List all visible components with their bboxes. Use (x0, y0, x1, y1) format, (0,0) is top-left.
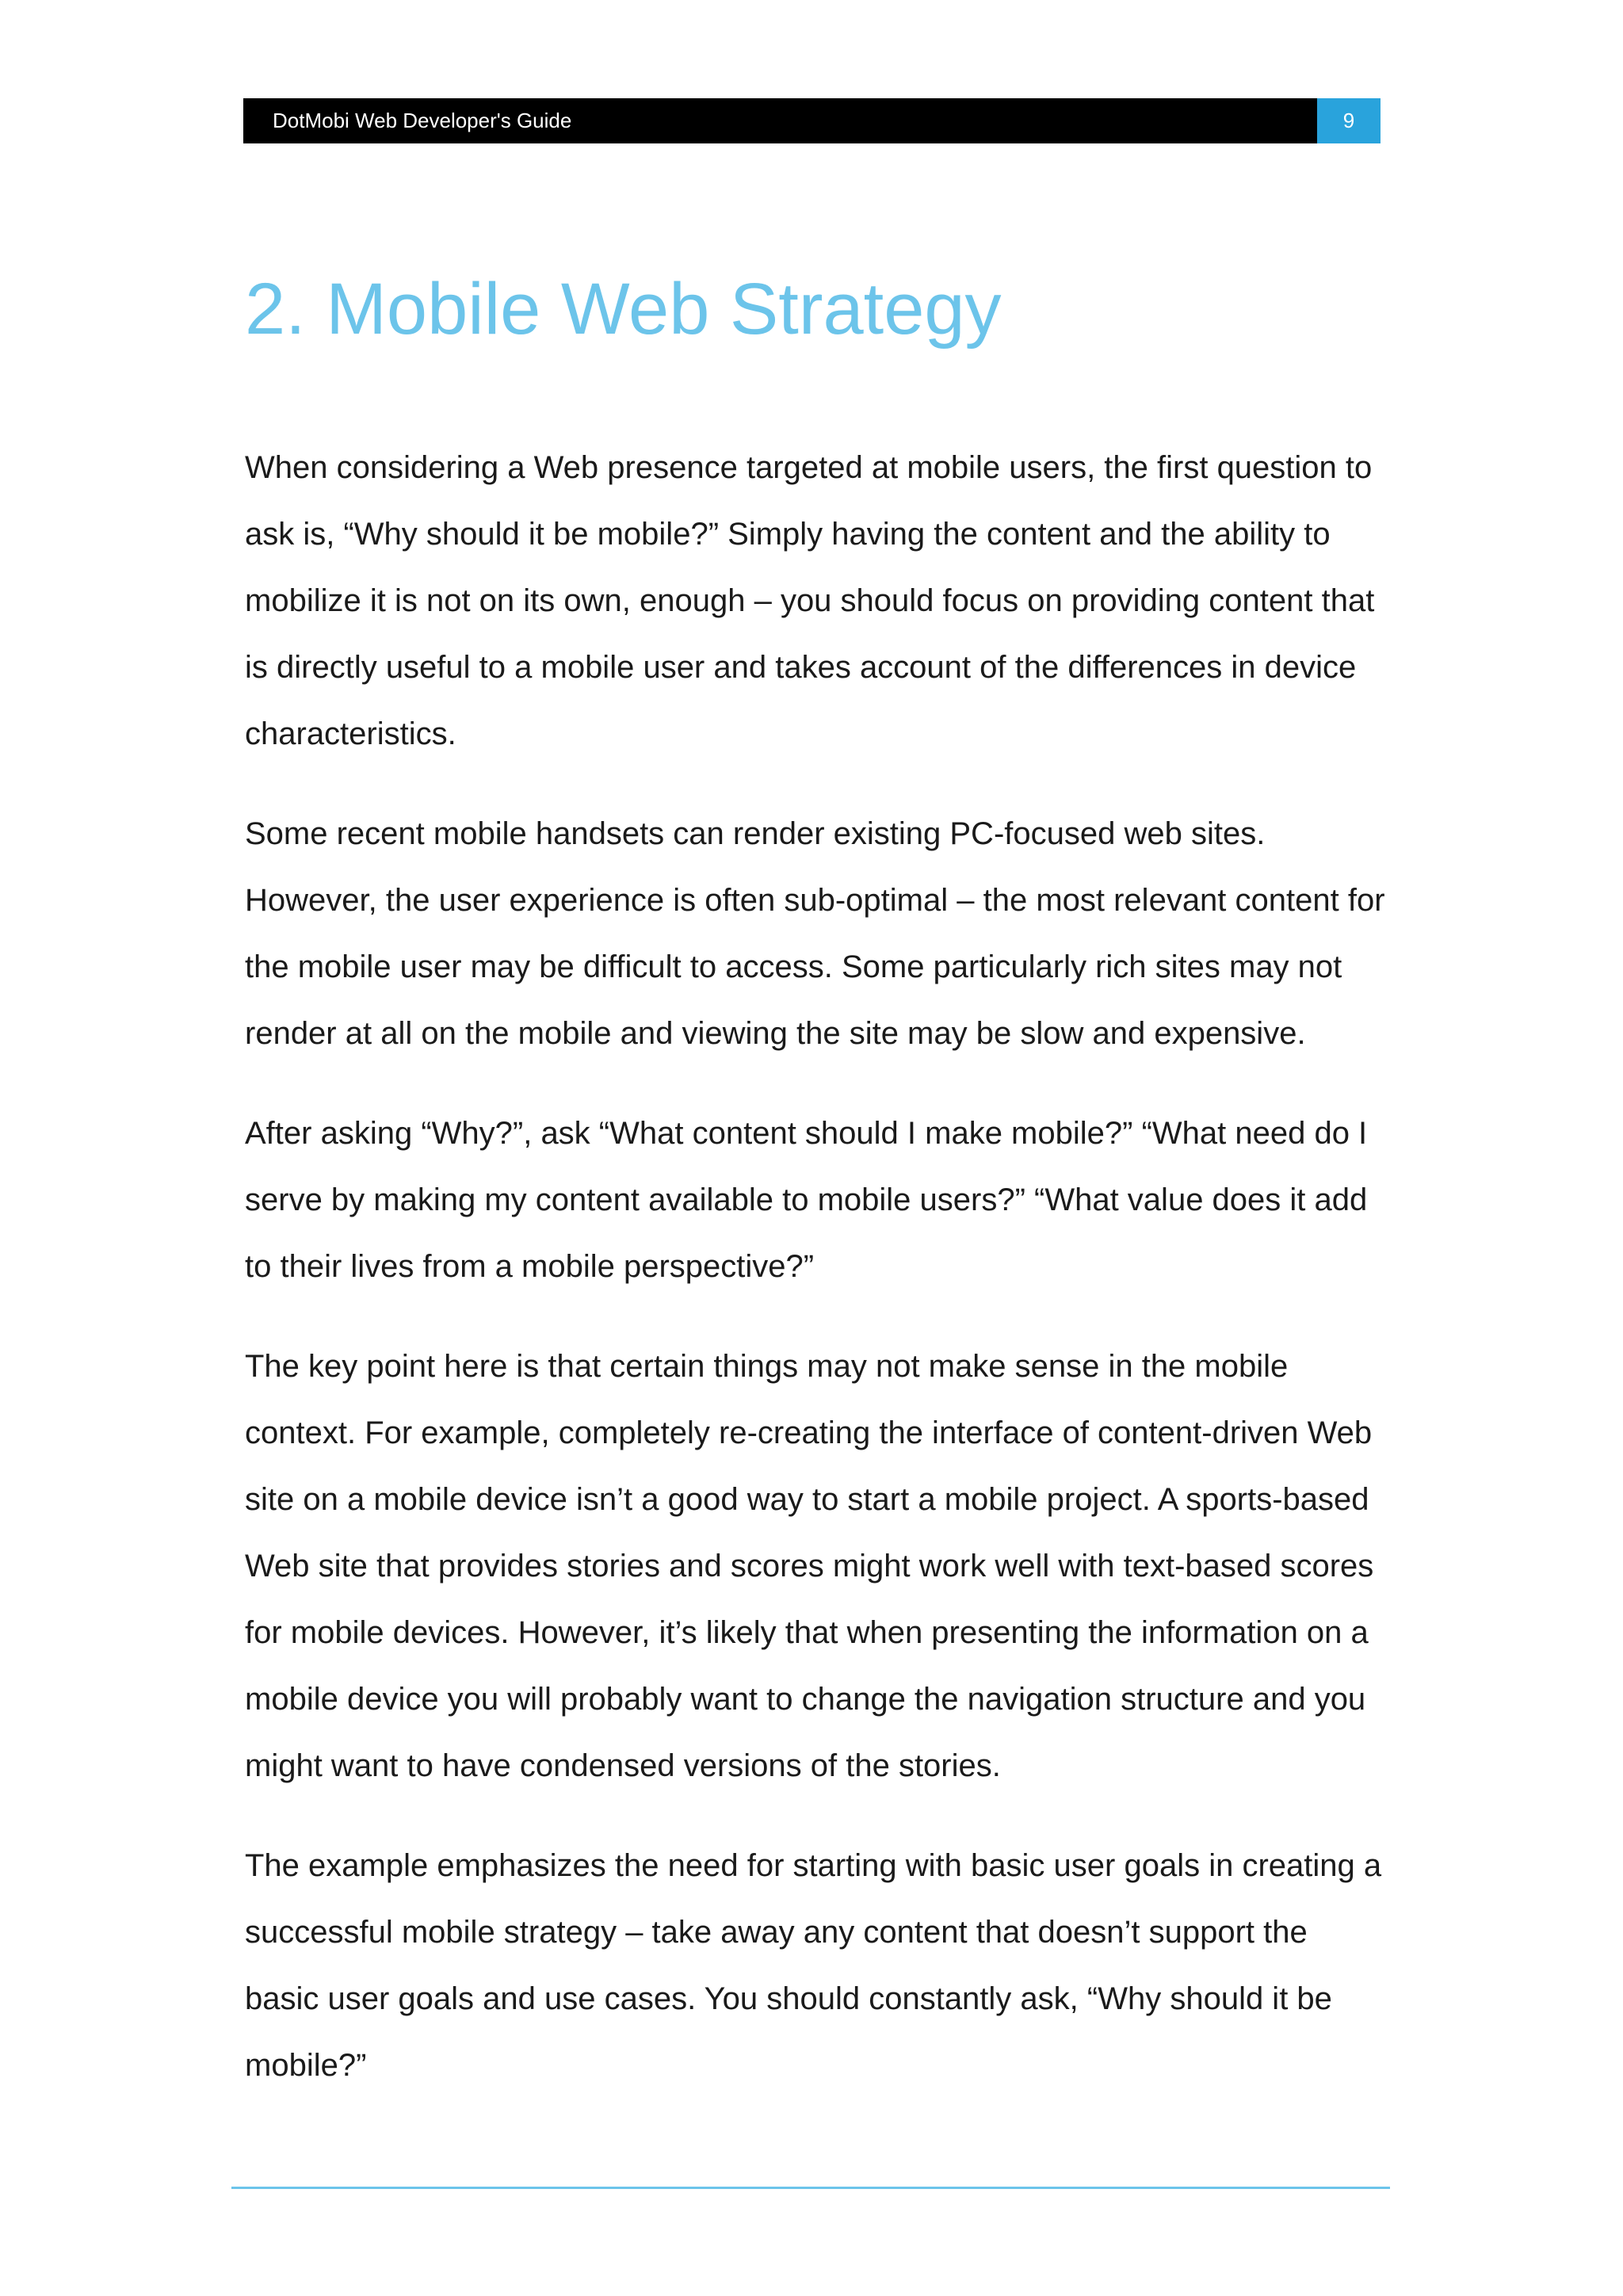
chapter-title: 2. Mobile Web Strategy (245, 269, 1002, 350)
page-number-badge: 9 (1317, 98, 1381, 143)
running-header-title: DotMobi Web Developer's Guide (273, 109, 572, 132)
paragraph: Some recent mobile handsets can render existing PC-focused web sites. However, the user experience is often sub-optimal – the most relevant content for the mobile user may be difficult to access. Some particularly rich sites may not render at all on the mobile and viewing the site may be slow and expensive. (245, 816, 1385, 1051)
paragraph: The key point here is that certain things may not make sense in the mobile context. For example, completely re-creating the interface of content-driven Web site on a mobile device isn’t a good way to start a mobile project. A sports-based Web site that provides stories and scores might work well with text-based scores for mobile devices. However, it’s likely that when presenting the information on a mobile device you will probably want to change the navigation structure and you might want to have condensed versions of the stories. (245, 1349, 1374, 1783)
paragraph: After asking “Why?”, ask “What content should I make mobile?” “What need do I serve by making my content available to mobile users?” “What value does it add to their lives from a mobile perspective?” (245, 1116, 1368, 1284)
footer-divider (231, 2187, 1390, 2189)
body-text (245, 434, 1386, 2132)
running-header (243, 98, 1381, 143)
paragraph: The example emphasizes the need for starting with basic user goals in creating a successful mobile strategy – take away any content that doesn’t support the basic user goals and use cases. You should constantly ask, “Why should it be mobile?” (245, 1848, 1382, 2083)
paragraph: When considering a Web presence targeted at mobile users, the first question to ask is, “Why should it be mobile?” Simply having the content and the ability to mobilize it is not on its own, enough – you should focus on providing content that is directly useful to a mobile user and takes account of the differences in device characteristics. (245, 450, 1375, 751)
